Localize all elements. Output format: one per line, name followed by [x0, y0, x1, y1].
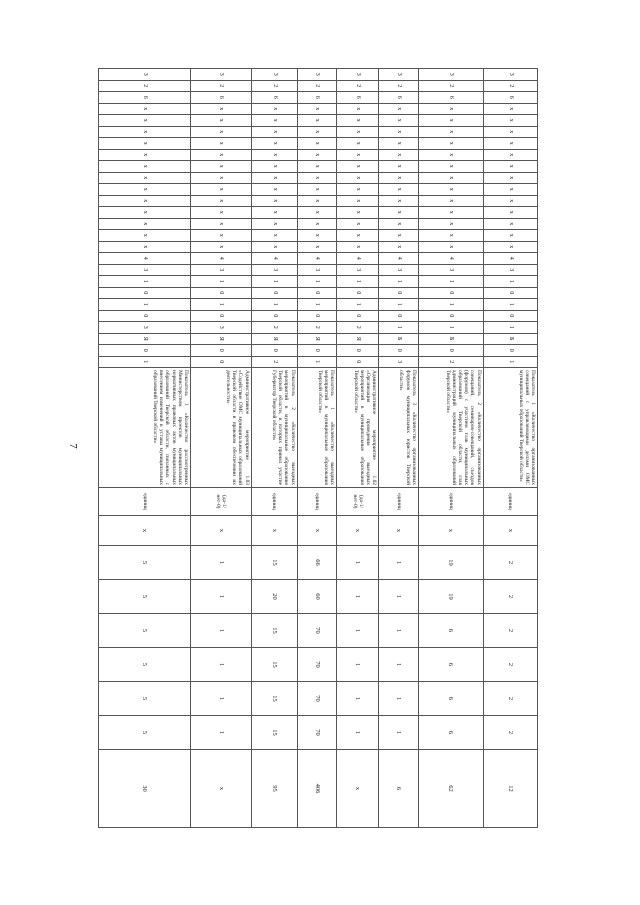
- code-cell: 0: [297, 310, 337, 322]
- base-value-cell: х: [483, 516, 537, 546]
- code-cell: х: [483, 230, 537, 242]
- target-value-cell: х: [191, 750, 252, 828]
- code-cell: х: [483, 161, 537, 173]
- code-cell: 0: [251, 310, 297, 322]
- code-cell: 1: [99, 299, 191, 311]
- year-value-cell: 5: [99, 614, 191, 648]
- code-cell: 6: [99, 92, 191, 104]
- code-cell: 0: [251, 287, 297, 299]
- year-value-cell: 1: [191, 546, 252, 580]
- year-value-cell: 5: [99, 546, 191, 580]
- code-cell: х: [337, 161, 379, 173]
- code-cell: х: [191, 149, 252, 161]
- code-cell: 2: [337, 322, 379, 334]
- code-cell: х: [337, 115, 379, 127]
- indicator-name-cell: Показатель 1 «Количество выездных мероприятий в муниципальные образования Тверской области»: [297, 368, 337, 488]
- code-cell: х: [191, 115, 252, 127]
- target-value-cell: 30: [99, 750, 191, 828]
- code-cell: 0: [191, 287, 252, 299]
- year-value-cell: 1: [379, 716, 419, 750]
- code-cell: х: [418, 184, 483, 196]
- code-cell: 1: [99, 356, 191, 368]
- code-cell: 1: [297, 276, 337, 288]
- code-cell: 6: [483, 92, 537, 104]
- year-value-cell: 5: [99, 648, 191, 682]
- code-cell: х: [379, 172, 419, 184]
- base-value-cell: х: [379, 516, 419, 546]
- code-cell: х: [418, 138, 483, 150]
- code-cell: 4: [297, 253, 337, 265]
- unit-cell: (да-1/ нет-0): [191, 488, 252, 516]
- table-row: [337, 69, 379, 828]
- code-cell: х: [337, 149, 379, 161]
- code-cell: х: [191, 103, 252, 115]
- table-row: [191, 69, 252, 828]
- year-value-cell: 1: [191, 580, 252, 614]
- code-cell: х: [379, 161, 419, 173]
- code-cell: х: [99, 207, 191, 219]
- indicator-name-cell: Показатель 3 «Количество организованных форумов муниципальных юристов Тверской области»: [379, 368, 419, 488]
- code-cell: 2: [297, 80, 337, 92]
- code-cell: х: [191, 207, 252, 219]
- base-value-cell: х: [251, 516, 297, 546]
- code-cell: 4: [337, 253, 379, 265]
- code-cell: Я: [251, 333, 297, 345]
- code-cell: 1: [191, 299, 252, 311]
- code-cell: 2: [483, 80, 537, 92]
- code-cell: 3: [379, 264, 419, 276]
- code-cell: 1: [483, 299, 537, 311]
- code-cell: х: [251, 161, 297, 173]
- code-cell: х: [99, 126, 191, 138]
- year-value-cell: 1: [379, 682, 419, 716]
- code-cell: х: [418, 149, 483, 161]
- code-cell: 6: [337, 92, 379, 104]
- code-cell: 1: [379, 299, 419, 311]
- code-cell: х: [251, 218, 297, 230]
- year-value-cell: 1: [191, 648, 252, 682]
- code-cell: х: [99, 184, 191, 196]
- year-value-cell: 70: [297, 614, 337, 648]
- code-cell: 4: [99, 253, 191, 265]
- code-cell: х: [483, 138, 537, 150]
- code-cell: 1: [337, 299, 379, 311]
- code-cell: х: [483, 207, 537, 219]
- code-cell: х: [337, 172, 379, 184]
- code-cell: 3: [483, 69, 537, 81]
- year-value-cell: 70: [297, 716, 337, 750]
- code-cell: х: [297, 184, 337, 196]
- code-cell: 0: [251, 345, 297, 357]
- code-cell: 6: [191, 92, 252, 104]
- code-cell: х: [99, 103, 191, 115]
- code-cell: х: [251, 172, 297, 184]
- year-value-cell: 1: [337, 546, 379, 580]
- code-cell: 0: [379, 345, 419, 357]
- year-value-cell: 70: [297, 682, 337, 716]
- code-cell: 4: [418, 253, 483, 265]
- code-cell: х: [337, 184, 379, 196]
- indicator-name-cell: Административное мероприятие 1.03 «Содействие ОМС муниципальных образований Тверской области в правовом обеспечении их деятельности»: [191, 368, 252, 488]
- code-cell: х: [297, 241, 337, 253]
- code-cell: 3: [99, 322, 191, 334]
- code-cell: 3: [251, 69, 297, 81]
- table-row: [379, 69, 419, 828]
- year-value-cell: 1: [379, 580, 419, 614]
- code-cell: 0: [191, 345, 252, 357]
- year-value-cell: 2: [483, 716, 537, 750]
- code-cell: х: [191, 172, 252, 184]
- code-cell: х: [191, 241, 252, 253]
- code-cell: 1: [483, 356, 537, 368]
- code-cell: 1: [297, 356, 337, 368]
- year-value-cell: 1: [337, 614, 379, 648]
- code-cell: х: [297, 126, 337, 138]
- code-cell: Б: [483, 333, 537, 345]
- code-cell: х: [379, 126, 419, 138]
- code-cell: 0: [483, 310, 537, 322]
- year-value-cell: 6: [418, 614, 483, 648]
- code-cell: 3: [337, 264, 379, 276]
- code-cell: 0: [418, 345, 483, 357]
- code-cell: х: [337, 126, 379, 138]
- code-cell: х: [297, 103, 337, 115]
- code-cell: х: [99, 218, 191, 230]
- code-cell: х: [251, 230, 297, 242]
- code-cell: х: [251, 207, 297, 219]
- code-cell: х: [379, 138, 419, 150]
- year-value-cell: 6: [418, 648, 483, 682]
- code-cell: х: [418, 161, 483, 173]
- code-cell: 0: [337, 310, 379, 322]
- year-value-cell: 1: [379, 546, 419, 580]
- code-cell: х: [483, 126, 537, 138]
- code-cell: х: [297, 195, 337, 207]
- code-cell: х: [99, 230, 191, 242]
- year-value-cell: 6: [418, 716, 483, 750]
- code-cell: Я: [191, 333, 252, 345]
- table-row: [418, 69, 483, 828]
- year-value-cell: 1: [337, 648, 379, 682]
- indicator-name-cell: Показатель 2 «Количество выездных мероприятий в муниципальные образования Тверской области, в которых принял участие Губернатор Тверской области»: [251, 368, 297, 488]
- code-cell: 1: [251, 276, 297, 288]
- code-cell: х: [418, 241, 483, 253]
- code-cell: 0: [483, 345, 537, 357]
- code-cell: х: [99, 138, 191, 150]
- table-row: [483, 69, 537, 828]
- code-cell: х: [379, 184, 419, 196]
- code-cell: 2: [99, 80, 191, 92]
- unit-cell: единиц: [99, 488, 191, 516]
- code-cell: х: [418, 218, 483, 230]
- code-cell: х: [379, 149, 419, 161]
- code-cell: х: [99, 195, 191, 207]
- year-value-cell: 70: [297, 648, 337, 682]
- year-value-cell: 60: [297, 580, 337, 614]
- code-cell: 2: [379, 80, 419, 92]
- code-cell: 1: [379, 322, 419, 334]
- code-cell: х: [483, 184, 537, 196]
- code-cell: х: [337, 230, 379, 242]
- code-cell: Я: [337, 333, 379, 345]
- code-cell: 1: [337, 276, 379, 288]
- year-value-cell: 6: [418, 682, 483, 716]
- base-value-cell: х: [297, 516, 337, 546]
- target-value-cell: 62: [418, 750, 483, 828]
- code-cell: х: [99, 115, 191, 127]
- code-cell: 1: [251, 299, 297, 311]
- code-cell: 0: [191, 310, 252, 322]
- target-value-cell: 12: [483, 750, 537, 828]
- target-value-cell: 406: [297, 750, 337, 828]
- code-cell: 0: [483, 287, 537, 299]
- code-cell: 2: [297, 322, 337, 334]
- unit-cell: единиц: [418, 488, 483, 516]
- year-value-cell: 2: [483, 682, 537, 716]
- code-cell: 3: [483, 264, 537, 276]
- code-cell: 3: [418, 264, 483, 276]
- code-cell: 1: [483, 276, 537, 288]
- code-cell: 3: [191, 69, 252, 81]
- code-cell: 0: [191, 356, 252, 368]
- code-cell: 0: [99, 310, 191, 322]
- rotated-table-container: [98, 68, 538, 828]
- code-cell: 4: [191, 253, 252, 265]
- indicator-name-cell: Показатель 1 «Количество организованных совещаний с управляющими делами ОМС муниципальных образований Тверской области»: [483, 368, 537, 488]
- code-cell: х: [297, 161, 337, 173]
- year-value-cell: 1: [379, 614, 419, 648]
- code-cell: 0: [379, 287, 419, 299]
- code-cell: х: [297, 230, 337, 242]
- code-cell: х: [418, 230, 483, 242]
- year-value-cell: 1: [337, 682, 379, 716]
- code-cell: х: [418, 172, 483, 184]
- code-cell: 3: [297, 69, 337, 81]
- code-cell: 6: [418, 92, 483, 104]
- code-cell: х: [191, 230, 252, 242]
- code-cell: х: [337, 195, 379, 207]
- code-cell: Я: [297, 333, 337, 345]
- year-value-cell: 2: [483, 580, 537, 614]
- code-cell: 1: [379, 276, 419, 288]
- base-value-cell: х: [418, 516, 483, 546]
- code-cell: 2: [191, 80, 252, 92]
- code-cell: 3: [191, 322, 252, 334]
- code-cell: 3: [297, 264, 337, 276]
- code-cell: 1: [418, 299, 483, 311]
- code-cell: 1: [418, 276, 483, 288]
- code-cell: х: [379, 103, 419, 115]
- code-cell: х: [379, 230, 419, 242]
- code-cell: х: [379, 218, 419, 230]
- year-value-cell: 1: [337, 580, 379, 614]
- code-cell: 2: [418, 356, 483, 368]
- code-cell: 3: [379, 69, 419, 81]
- code-cell: х: [297, 115, 337, 127]
- year-value-cell: 1: [337, 716, 379, 750]
- base-value-cell: х: [337, 516, 379, 546]
- code-cell: х: [483, 218, 537, 230]
- year-value-cell: 2: [483, 648, 537, 682]
- code-cell: 0: [297, 345, 337, 357]
- indicator-name-cell: Показатель 2 «Количество организованных совещаний, семинаров-совещаний, съездов (форумов) с участием глав муниципальных образований Тверской области, глав администраций муниципальных образований Тверской области»: [418, 368, 483, 488]
- code-cell: 2: [418, 80, 483, 92]
- unit-cell: (да-1/ нет-0): [337, 488, 379, 516]
- code-cell: 1: [418, 322, 483, 334]
- code-cell: х: [483, 241, 537, 253]
- code-cell: 6: [297, 92, 337, 104]
- code-cell: х: [418, 207, 483, 219]
- code-cell: х: [191, 195, 252, 207]
- code-cell: х: [337, 138, 379, 150]
- target-value-cell: 6: [379, 750, 419, 828]
- code-cell: 3: [337, 69, 379, 81]
- code-cell: 3: [379, 356, 419, 368]
- code-cell: х: [418, 126, 483, 138]
- code-cell: х: [337, 218, 379, 230]
- table-row: [99, 69, 191, 828]
- code-cell: х: [483, 172, 537, 184]
- code-cell: х: [251, 126, 297, 138]
- code-cell: х: [379, 241, 419, 253]
- code-cell: 2: [337, 80, 379, 92]
- code-cell: 0: [99, 287, 191, 299]
- code-cell: х: [191, 161, 252, 173]
- code-cell: 3: [418, 69, 483, 81]
- code-cell: Б: [379, 333, 419, 345]
- code-cell: 2: [251, 322, 297, 334]
- code-cell: х: [297, 172, 337, 184]
- code-cell: 4: [251, 253, 297, 265]
- table-row: [297, 69, 337, 828]
- code-cell: х: [99, 172, 191, 184]
- code-cell: х: [379, 195, 419, 207]
- code-cell: 6: [251, 92, 297, 104]
- year-value-cell: 20: [251, 580, 297, 614]
- year-value-cell: 15: [251, 614, 297, 648]
- code-cell: 0: [418, 310, 483, 322]
- unit-cell: единиц: [483, 488, 537, 516]
- code-cell: х: [337, 241, 379, 253]
- code-cell: 0: [337, 287, 379, 299]
- code-cell: х: [483, 115, 537, 127]
- code-cell: х: [99, 149, 191, 161]
- code-cell: 3: [99, 264, 191, 276]
- year-value-cell: 5: [99, 682, 191, 716]
- year-value-cell: 2: [483, 546, 537, 580]
- code-cell: 0: [337, 345, 379, 357]
- code-cell: 1: [483, 322, 537, 334]
- year-value-cell: 5: [99, 580, 191, 614]
- indicators-table: [98, 68, 538, 828]
- target-value-cell: х: [337, 750, 379, 828]
- code-cell: 4: [483, 253, 537, 265]
- year-value-cell: 15: [251, 648, 297, 682]
- code-cell: х: [483, 149, 537, 161]
- code-cell: х: [483, 195, 537, 207]
- code-cell: х: [483, 103, 537, 115]
- year-value-cell: 15: [251, 716, 297, 750]
- code-cell: Б: [418, 333, 483, 345]
- indicator-name-cell: Показатель 1 «Количество рассмотренных Министерством проектов муниципальных нормативных правовых актов муниципальных образований Тверской области, связанных с внесением изменений в уставы муниципальных образований Тверской области»: [99, 368, 191, 488]
- year-value-cell: 66: [297, 546, 337, 580]
- code-cell: х: [251, 241, 297, 253]
- unit-cell: единиц: [251, 488, 297, 516]
- code-cell: 3: [191, 264, 252, 276]
- code-cell: х: [251, 103, 297, 115]
- code-cell: 1: [99, 276, 191, 288]
- code-cell: х: [297, 207, 337, 219]
- year-value-cell: 19: [418, 546, 483, 580]
- code-cell: 3: [251, 264, 297, 276]
- code-cell: х: [337, 207, 379, 219]
- code-cell: 3: [99, 69, 191, 81]
- base-value-cell: х: [99, 516, 191, 546]
- code-cell: 0: [418, 287, 483, 299]
- code-cell: х: [297, 149, 337, 161]
- code-cell: х: [251, 195, 297, 207]
- base-value-cell: х: [191, 516, 252, 546]
- table-row: [251, 69, 297, 828]
- code-cell: х: [191, 184, 252, 196]
- code-cell: 2: [251, 80, 297, 92]
- page-number: 7: [66, 443, 79, 449]
- code-cell: 0: [99, 345, 191, 357]
- code-cell: х: [251, 149, 297, 161]
- code-cell: х: [99, 241, 191, 253]
- code-cell: х: [418, 103, 483, 115]
- target-value-cell: 95: [251, 750, 297, 828]
- code-cell: х: [379, 207, 419, 219]
- code-cell: х: [251, 184, 297, 196]
- year-value-cell: 2: [483, 614, 537, 648]
- code-cell: 1: [297, 299, 337, 311]
- year-value-cell: 15: [251, 682, 297, 716]
- year-value-cell: 1: [191, 614, 252, 648]
- code-cell: х: [337, 103, 379, 115]
- year-value-cell: 5: [99, 716, 191, 750]
- code-cell: х: [297, 218, 337, 230]
- code-cell: х: [251, 138, 297, 150]
- code-cell: х: [251, 115, 297, 127]
- code-cell: х: [379, 115, 419, 127]
- indicator-name-cell: Административное мероприятие 1.02 «Организация проведения выездных мероприятий в муниципальные образования Тверской области»: [337, 368, 379, 488]
- code-cell: 2: [251, 356, 297, 368]
- year-value-cell: 1: [191, 682, 252, 716]
- code-cell: х: [191, 126, 252, 138]
- code-cell: х: [191, 218, 252, 230]
- code-cell: 4: [379, 253, 419, 265]
- code-cell: 1: [191, 276, 252, 288]
- code-cell: х: [418, 195, 483, 207]
- code-cell: Я: [99, 333, 191, 345]
- code-cell: х: [297, 138, 337, 150]
- code-cell: 0: [379, 310, 419, 322]
- code-cell: х: [99, 161, 191, 173]
- year-value-cell: 15: [251, 546, 297, 580]
- code-cell: 6: [379, 92, 419, 104]
- code-cell: х: [418, 115, 483, 127]
- year-value-cell: 1: [191, 716, 252, 750]
- year-value-cell: 19: [418, 580, 483, 614]
- year-value-cell: 1: [379, 648, 419, 682]
- unit-cell: единиц: [379, 488, 419, 516]
- code-cell: х: [191, 138, 252, 150]
- unit-cell: единиц: [297, 488, 337, 516]
- code-cell: 0: [297, 287, 337, 299]
- code-cell: 0: [337, 356, 379, 368]
